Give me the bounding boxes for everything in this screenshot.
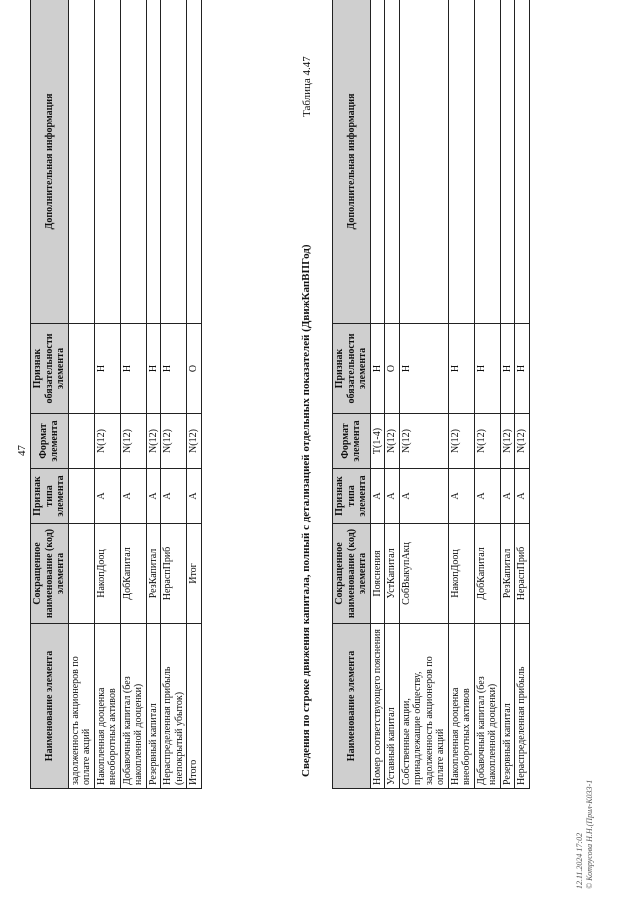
table-cell [515,0,530,324]
table-cell: Собственные акции, принадлежащие обществу, задолженность акционеров по оплате акций [399,624,448,789]
table-cell: Резервный капитал [500,624,515,789]
column-header: Дополнительная информация [333,0,371,324]
table-cell: Нераспределенная прибыль [515,624,530,789]
table-cell: Н [448,324,474,414]
table-cell: N(12) [474,414,500,469]
table-cell: Н [370,324,385,414]
table-row [68,0,94,789]
table-cell: НакопДооц [448,524,474,624]
table-cell [187,0,202,324]
column-header: Формат элемента [31,414,69,469]
column-header: Наименование элемента [31,624,69,789]
table-cell [385,0,400,324]
table-row [187,0,202,789]
document-stamp [575,780,595,889]
table-cell: ДобКапитал [120,524,146,624]
table-cell [68,324,94,414]
table-cell: задолженность акционеров по оплате акций [68,624,94,789]
table-cell: РезКапитал [500,524,515,624]
table-cell: N(12) [385,414,400,469]
table-cell: Уставный капитал [385,624,400,789]
table-cell: А [500,469,515,524]
table-cell: Накопленная дооценка внеоборотных активов [94,624,120,789]
table-cell [500,0,515,324]
table-row [146,0,161,789]
table-cell: N(12) [161,414,187,469]
table-cell: N(12) [448,414,474,469]
table-cell: УстКапитал [385,524,400,624]
table-cell: НакопДооц [94,524,120,624]
table-cell: Пояснения [370,524,385,624]
column-header: Дополнительная информация [31,0,69,324]
table-cell [474,0,500,324]
table-number: Таблица 4.47 [301,56,313,117]
table-cell: Итого [187,624,202,789]
table-row [448,0,474,789]
column-header: Признак типа элемента [333,469,371,524]
table-row [94,0,120,789]
table-cell: Н [161,324,187,414]
table-cell [68,524,94,624]
column-header: Признак типа элемента [31,469,69,524]
table-cell: НераспПриб [515,524,530,624]
column-header: Признак обязательности элемента [333,324,371,414]
table-cell [399,0,448,324]
upper-table-header-row [31,0,69,789]
lower-table-header-row [333,0,371,789]
page-number: 47 [16,445,28,456]
table-row [370,0,385,789]
table-cell [94,0,120,324]
table-cell: Н [146,324,161,414]
table-cell: Нераспределенная прибыль (непокрытый убыток) [161,624,187,789]
table-cell: Добавочный капитал (без накопленной дооценки) [474,624,500,789]
table-cell: Н [515,324,530,414]
column-header: Сокращенное наименование (код) элемента [333,524,371,624]
lower-table [332,0,530,789]
table-cell: Н [399,324,448,414]
table-row [500,0,515,789]
table-cell [370,0,385,324]
table-cell [68,0,94,324]
table-cell: А [474,469,500,524]
table-cell: Н [120,324,146,414]
table-cell: А [399,469,448,524]
table-cell [161,0,187,324]
table-cell [146,0,161,324]
table-cell [448,0,474,324]
table-cell: Н [500,324,515,414]
table-row [161,0,187,789]
table-cell: А [448,469,474,524]
table-cell: РезКапитал [146,524,161,624]
table-cell: Накопленная дооценка внеоборотных активов [448,624,474,789]
column-header: Признак обязательности элемента [31,324,69,414]
column-header: Наименование элемента [333,624,371,789]
table-cell [120,0,146,324]
table-cell: А [161,469,187,524]
table-cell: ДобКапитал [474,524,500,624]
table-cell: А [120,469,146,524]
table-cell: О [385,324,400,414]
column-header: Сокращенное наименование (код) элемента [31,524,69,624]
table-cell [68,414,94,469]
table-cell: О [187,324,202,414]
table-cell: Н [474,324,500,414]
table-row [385,0,400,789]
table-row [474,0,500,789]
table-cell: N(12) [120,414,146,469]
table-cell: Номер соответствующего пояснения [370,624,385,789]
table-row [399,0,448,789]
column-header: Формат элемента [333,414,371,469]
table-row [120,0,146,789]
table-cell: N(12) [515,414,530,469]
table-caption: Сведения по строке движения капитала, полный с детализацией отдельных показателей (ДвижКапВПГод) [300,244,312,777]
table-cell: СобВыкупАкц [399,524,448,624]
table-cell: T(1-4) [370,414,385,469]
stamp-author: © Котрусова Н.Н.(Прил-К033-1 [585,779,594,889]
table-cell: N(12) [146,414,161,469]
table-row [515,0,530,789]
table-cell: Добавочный капитал (без накопленной дооценки) [120,624,146,789]
table-cell [68,469,94,524]
table-cell: N(12) [187,414,202,469]
table-cell: N(12) [94,414,120,469]
table-cell: А [94,469,120,524]
table-cell: А [187,469,202,524]
upper-table [30,0,202,789]
table-cell: НераспПриб [161,524,187,624]
table-cell: А [146,469,161,524]
table-cell: N(12) [399,414,448,469]
table-cell: А [515,469,530,524]
table-cell: N(12) [500,414,515,469]
stamp-date: 12.11.2024 17:02 [575,832,584,889]
table-cell: Резервный капитал [146,624,161,789]
table-cell: А [385,469,400,524]
table-cell: Н [94,324,120,414]
table-cell: Итог [187,524,202,624]
table-cell: А [370,469,385,524]
